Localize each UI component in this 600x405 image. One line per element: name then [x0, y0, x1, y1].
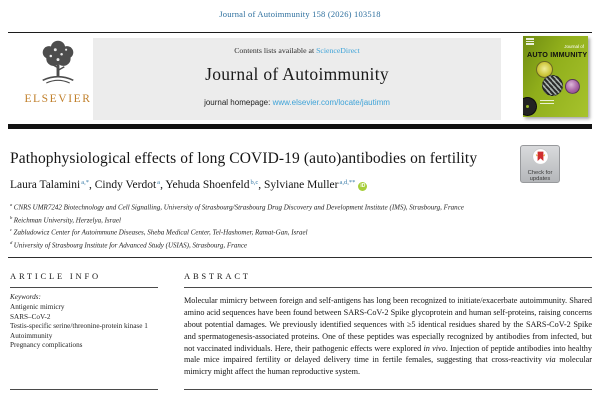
author-name: Sylviane Muller [264, 179, 339, 192]
article-info-column [10, 271, 158, 390]
abstract-bottom-rule [184, 389, 592, 390]
article-title: Pathophysiological effects of long COVID-19 (auto)antibodies on fertility [10, 149, 478, 167]
affiliation [10, 238, 590, 251]
author-name: Cindy Verdot [94, 179, 157, 192]
affiliations-block [10, 200, 590, 250]
author-byline [10, 179, 590, 192]
author-affiliation-marker: a,d,** [339, 178, 356, 186]
homepage-prefix: journal homepage: [204, 98, 273, 107]
affiliation [10, 225, 590, 238]
affiliation-text: Reichman University, Herzelya, Israel [13, 216, 121, 225]
homepage-url-link[interactable]: www.elsevier.com/locate/jautimm [272, 98, 390, 107]
sciencedirect-link[interactable]: ScienceDirect [316, 46, 360, 55]
keyword: Testis-specific serine/threonine-protein kinase 1 [10, 322, 148, 331]
author: Yehuda Shoenfeld$^{b,c}$, [165, 178, 265, 192]
affiliation [10, 200, 590, 213]
author-list [10, 179, 355, 191]
author-name: Laura Talamini [10, 179, 81, 192]
elsevier-logo [18, 38, 98, 120]
cover-title-line1: Journal of [564, 44, 584, 49]
abstract-column [184, 271, 592, 390]
check-for-updates-button[interactable] [520, 145, 560, 183]
keywords-list [10, 303, 158, 351]
crossmark-icon [532, 148, 549, 165]
abstract-heading-rule [184, 287, 592, 288]
affiliation-marker: b [10, 214, 13, 220]
author: Laura Talamini$^{a,*}$, [10, 178, 95, 192]
info-abstract-columns [10, 271, 592, 390]
affiliation-marker: a [10, 202, 13, 208]
author-affiliation-marker: b,c [250, 178, 259, 186]
keyword: Autoimmunity [10, 331, 53, 340]
journal-citation-header: Journal of Autoimmunity 158 (2026) 103518 [219, 9, 381, 19]
cover-cell-image-purple [565, 79, 580, 94]
affiliation-text: University of Strasbourg Institute for Advanced Study (USIAS), Strasbourg, France [13, 241, 248, 250]
homepage-line [93, 98, 501, 107]
article-info-bottom-rule [10, 389, 158, 390]
journal-banner [93, 38, 501, 120]
author-affiliation-marker: a [157, 178, 161, 186]
affiliation-text: Zabludowicz Center for Autoimmune Diseases, Sheba Medical Center, Tel-Hashomer, Ramat-Gan, Israel [13, 228, 308, 237]
elsevier-wordmark: ELSEVIER [24, 93, 92, 105]
elsevier-tree-icon [31, 38, 85, 92]
author-name: Yehuda Shoenfeld [165, 179, 250, 192]
affiliation-marker: d [10, 239, 13, 245]
cover-disc-image [523, 97, 537, 116]
abstract-heading: ABSTRACT [184, 271, 251, 282]
affiliation-marker: c [10, 227, 13, 233]
affiliation-text: CNRS UMR7242 Biotechnology and Cell Signalling, University of Strasbourg/Strasbourg Drug Discovery and Development Institute (IMS), Strasbourg, France [13, 203, 464, 212]
journal-title: Journal of Autoimmunity [205, 64, 389, 84]
journal-cover-thumbnail [523, 36, 588, 117]
keyword: Pregnancy complications [10, 341, 83, 350]
author: Cindy Verdot$^a$, [94, 178, 166, 192]
journal-header [8, 36, 592, 122]
keyword: Antigenic mimicry [10, 303, 65, 312]
keyword: SARS–CoV-2 [10, 312, 51, 321]
badge-label: Check for updates [527, 169, 553, 182]
author [264, 179, 355, 191]
headmatter-divider [8, 257, 592, 258]
orcid-icon[interactable]: iD [360, 183, 366, 190]
header-thick-divider [8, 124, 592, 129]
top-divider [8, 32, 592, 33]
article-info-heading: ARTICLE INFO [10, 271, 101, 282]
affiliation [10, 213, 590, 226]
cover-disc-caption [540, 100, 554, 105]
author-affiliation-marker: a,* [81, 178, 89, 186]
cover-cell-image-striped [542, 75, 563, 96]
contents-line [93, 38, 501, 55]
keywords-label: Keywords: [10, 293, 41, 302]
cover-title-line2: AUTO IMMUNITY [527, 50, 588, 59]
article-info-heading-rule [10, 287, 158, 288]
abstract-text: Molecular mimicry between foreign and self-antigens has long been recognized to initiate/exacerbate autoimmunity. Shared amino acid sequences have been found between SARS-CoV-2 Spike glycoprotein and human self-proteins, raising concerns about potential damages. We previously identified sequences with ≥5 identical residues shared by the SARS-CoV-2 Spike and spermatogenesis-associated proteins. One of these peptides was especially recognized by antibodies from infected, but not vaccinated individuals. Here, their pathogenic effects were explored in vivo. Injection of peptide antibodies into healthy male mice impaired fertility or delayed delivery time in fertile females, suggesting that cross-reactivity via molecular mimicry might affect the human reproductive system. [184, 296, 593, 377]
contents-prefix: Contents lists available at [234, 46, 317, 55]
